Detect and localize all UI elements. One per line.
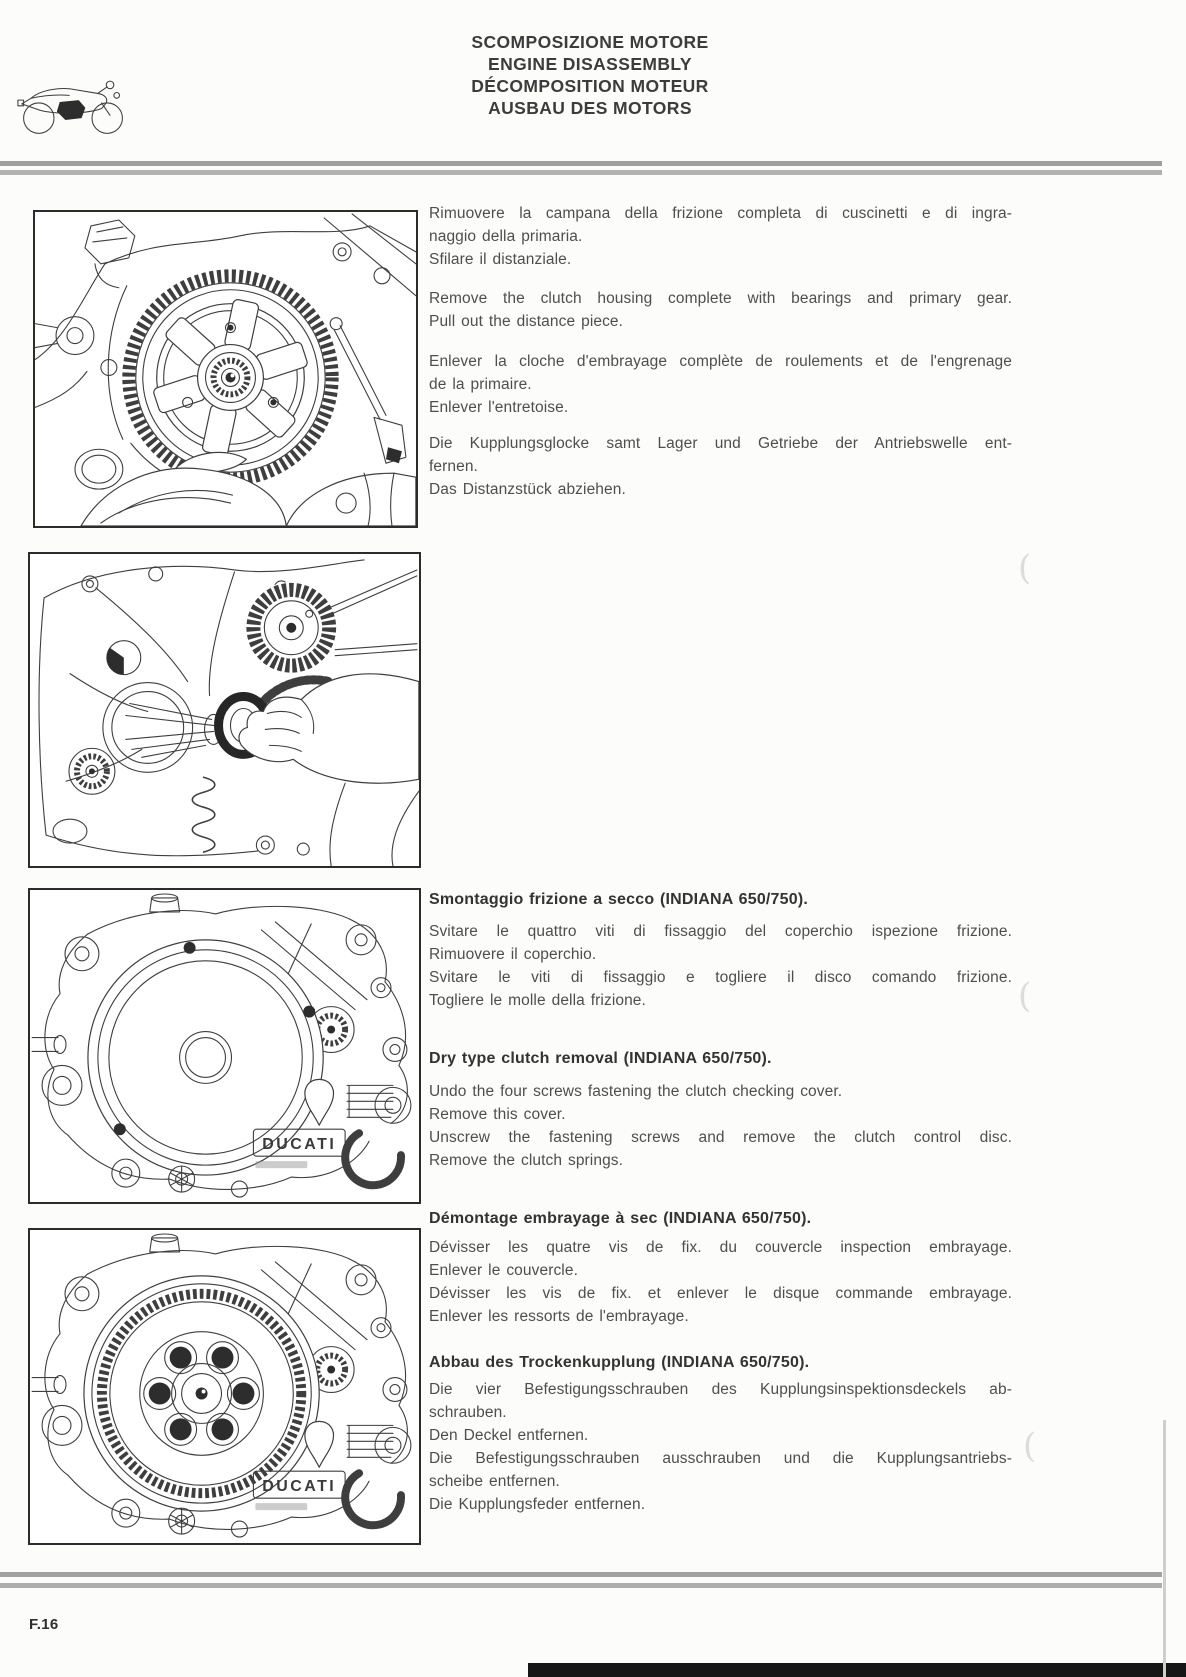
- text-line: Den Deckel entfernen.: [429, 1427, 589, 1444]
- section-heading: [429, 1208, 1012, 1230]
- paragraph: [429, 202, 1012, 271]
- text-line: Enlever l'entretoise.: [429, 399, 569, 416]
- text-line: schrauben.: [429, 1404, 507, 1421]
- text-line: Sfilare il distanziale.: [429, 251, 572, 268]
- title-line-french: DÉCOMPOSITION MOTEUR: [471, 76, 709, 96]
- text-line: Svitare le viti di fissaggio e togliere il disco comando frizione.: [429, 969, 1012, 986]
- text-line: Remove the clutch housing complete with bearings and primary gear.: [429, 290, 1012, 307]
- text-line: Togliere le molle della frizione.: [429, 992, 646, 1009]
- paragraph: [429, 920, 1012, 1012]
- divider-bottom-light: [0, 1583, 1162, 1588]
- made-in-italy-smudge: [255, 1503, 307, 1510]
- text-line: naggio della primaria.: [429, 228, 583, 245]
- text-line: scheibe entfernen.: [429, 1473, 560, 1490]
- scan-artifact: (: [1018, 976, 1032, 1016]
- divider-top-dark: [0, 161, 1162, 166]
- text-line: Enlever le couvercle.: [429, 1262, 578, 1279]
- text-line: Rimuovere la campana della frizione completa di cuscinetti e di ingra-: [429, 205, 1012, 222]
- text-line: Svitare le quattro viti di fissaggio del coperchio ispezione frizione.: [429, 923, 1012, 940]
- text-line: Undo the four screws fastening the clutch checking cover.: [429, 1083, 843, 1100]
- paragraph: [429, 350, 1012, 419]
- text-line: Unscrew the fastening screws and remove the clutch control disc.: [429, 1129, 1012, 1146]
- figure-distance-piece-removal: [28, 552, 421, 868]
- page-title: [400, 31, 780, 119]
- text-line: Remove this cover.: [429, 1106, 566, 1123]
- text-line: Die Befestigungsschrauben ausschrauben und die Kupplungsantriebs-: [429, 1450, 1012, 1467]
- text-line: Enlever les ressorts de l'embrayage.: [429, 1308, 689, 1325]
- text-line: Die Kupplungsglocke samt Lager und Getriebe der Antriebswelle ent-: [429, 435, 1012, 452]
- paragraph: [429, 1080, 1012, 1172]
- divider-bottom-dark: [0, 1572, 1162, 1577]
- made-in-italy-smudge: [255, 1161, 307, 1168]
- text-line: Démontage embrayage à sec (INDIANA 650/750).: [429, 1210, 812, 1227]
- text-line: Die Kupplungsfeder entfernen.: [429, 1496, 646, 1513]
- ducati-logo: DUCATI: [262, 1136, 337, 1154]
- text-line: Dévisser les vis de fix. et enlever le disque commande embrayage.: [429, 1285, 1012, 1302]
- figure-clutch-inspection-cover: [28, 888, 421, 1204]
- scan-artifact: (: [1023, 1426, 1037, 1466]
- text-line: Das Distanzstück abziehen.: [429, 481, 626, 498]
- page-number: F.16: [29, 1616, 59, 1633]
- text-line: Rimuovere il coperchio.: [429, 946, 597, 963]
- title-line-italian: SCOMPOSIZIONE MOTORE: [471, 32, 709, 52]
- footer-ink-bar: [528, 1663, 1186, 1677]
- motorcycle-icon: [14, 64, 132, 140]
- text-line: Remove the clutch springs.: [429, 1152, 624, 1169]
- title-line-german: AUSBAU DES MOTORS: [488, 98, 692, 118]
- paragraph: [429, 287, 1012, 333]
- section-heading: [429, 889, 1012, 911]
- text-line: Dévisser les quatre vis de fix. du couvercle inspection embrayage.: [429, 1239, 1012, 1256]
- text-line: Enlever la cloche d'embrayage complète de roulements et de l'engrenage: [429, 353, 1012, 370]
- scan-artifact: (: [1018, 548, 1032, 588]
- paragraph: [429, 1236, 1012, 1328]
- ducati-logo: DUCATI: [262, 1478, 337, 1496]
- text-line: Smontaggio frizione a secco (INDIANA 650/750).: [429, 891, 809, 908]
- text-line: de la primaire.: [429, 376, 532, 393]
- paragraph: [429, 1378, 1012, 1516]
- text-line: Dry type clutch removal (INDIANA 650/750).: [429, 1050, 772, 1067]
- text-line: Abbau des Trockenkupplung (INDIANA 650/750).: [429, 1354, 810, 1371]
- section-heading: [429, 1048, 1012, 1070]
- text-line: Die vier Befestigungsschrauben des Kupplungsinspektionsdeckels ab-: [429, 1381, 1012, 1398]
- scan-edge-line: [1163, 1420, 1166, 1677]
- figure-clutch-housing-removal: [33, 210, 418, 528]
- figure-dry-clutch-exposed: [28, 1228, 421, 1545]
- title-line-english: ENGINE DISASSEMBLY: [488, 54, 692, 74]
- paragraph: [429, 432, 1012, 501]
- text-line: Pull out the distance piece.: [429, 313, 624, 330]
- text-line: fernen.: [429, 458, 478, 475]
- divider-top-light: [0, 170, 1162, 175]
- section-heading: [429, 1352, 1012, 1374]
